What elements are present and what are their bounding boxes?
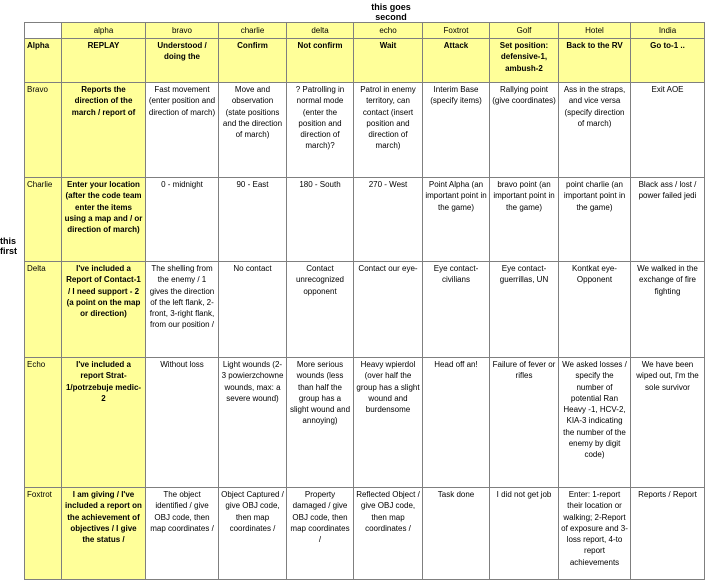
- cell-foxtrot-delta: Property damaged / give OBJ code, then map coordinates /: [287, 488, 354, 580]
- cell-bravo-india: Exit AOE: [631, 83, 705, 178]
- cell-alpha-hotel: Back to the RV: [559, 39, 631, 83]
- cell-echo-charlie: Light wounds (2-3 powierzchowne wounds, max: a severe wound): [219, 358, 287, 488]
- annotation-this-goes-second: this goes second: [371, 2, 411, 22]
- cell-delta-golf: Eye contact-guerrillas, UN: [490, 262, 559, 358]
- cell-echo-alpha: I've included a report Strat-1/potrzebuje medic-2: [62, 358, 146, 488]
- corner-cell: [25, 23, 62, 39]
- table-row-echo: [25, 358, 705, 488]
- column-header-golf: Golf: [490, 23, 559, 39]
- cell-charlie-delta: 180 - South: [287, 178, 354, 262]
- cell-echo-bravo: Without loss: [146, 358, 219, 488]
- cell-charlie-echo: 270 - West: [354, 178, 423, 262]
- cell-charlie-bravo: 0 - midnight: [146, 178, 219, 262]
- cell-echo-foxtrot: Head off an!: [423, 358, 490, 488]
- cell-bravo-hotel: Ass in the straps, and vice versa (specify direction of march): [559, 83, 631, 178]
- cell-alpha-foxtrot: Attack: [423, 39, 490, 83]
- column-header-alpha: alpha: [62, 23, 146, 39]
- cell-charlie-alpha: Enter your location (after the code team enter the items using a map and / or direction of march): [62, 178, 146, 262]
- cell-delta-foxtrot: Eye contact-civilians: [423, 262, 490, 358]
- cell-bravo-golf: Rallying point (give coordinates): [490, 83, 559, 178]
- column-header-bravo: bravo: [146, 23, 219, 39]
- row-header-bravo: Bravo: [25, 83, 62, 178]
- row-header-delta: Delta: [25, 262, 62, 358]
- cell-delta-hotel: Kontkat eye-Opponent: [559, 262, 631, 358]
- code-table: [24, 22, 705, 580]
- column-header-charlie: charlie: [219, 23, 287, 39]
- cell-foxtrot-foxtrot: Task done: [423, 488, 490, 580]
- cell-delta-echo: Contact our eye-: [354, 262, 423, 358]
- cell-alpha-delta: Not confirm: [287, 39, 354, 83]
- cell-delta-alpha: I've included a Report of Contact-1 / I need support - 2 (a point on the map or direction): [62, 262, 146, 358]
- table-row-charlie: [25, 178, 705, 262]
- cell-bravo-alpha: Reports the direction of the march / report of: [62, 83, 146, 178]
- cell-foxtrot-hotel: Enter: 1-report their location or walking; 2-Report of exposure and 3-loss report, 4-to report achievements: [559, 488, 631, 580]
- annotation-this-first: this first: [0, 236, 18, 256]
- cell-charlie-golf: bravo point (an important point in the game): [490, 178, 559, 262]
- cell-bravo-echo: Patrol in enemy territory, can contact (insert position and direction of march): [354, 83, 423, 178]
- cell-charlie-hotel: point charlie (an important point in the game): [559, 178, 631, 262]
- row-header-foxtrot: Foxtrot: [25, 488, 62, 580]
- cell-charlie-india: Black ass / lost / power failed jedi: [631, 178, 705, 262]
- cell-foxtrot-charlie: Object Captured / give OBJ code, then map coordinates /: [219, 488, 287, 580]
- cell-bravo-bravo: Fast movement (enter position and direction of march): [146, 83, 219, 178]
- cell-foxtrot-bravo: The object identified / give OBJ code, then map coordinates /: [146, 488, 219, 580]
- column-header-india: India: [631, 23, 705, 39]
- table-row-foxtrot: [25, 488, 705, 580]
- column-header-delta: delta: [287, 23, 354, 39]
- cell-alpha-india: Go to-1 ..: [631, 39, 705, 83]
- cell-bravo-delta: ? Patrolling in normal mode (enter the position and direction of march)?: [287, 83, 354, 178]
- cell-bravo-charlie: Move and observation (state positions and the direction of march): [219, 83, 287, 178]
- column-header-echo: echo: [354, 23, 423, 39]
- cell-echo-echo: Heavy wpierdol (over half the group has a slight wound and burdensome: [354, 358, 423, 488]
- cell-delta-bravo: The shelling from the enemy / 1 gives the direction of the left flank, 2-front, 3-right flank, from our position /: [146, 262, 219, 358]
- column-header-hotel: Hotel: [559, 23, 631, 39]
- cell-alpha-golf: Set position: defensive-1, ambush-2: [490, 39, 559, 83]
- cell-bravo-foxtrot: Interim Base (specify items): [423, 83, 490, 178]
- column-header-foxtrot: Foxtrot: [423, 23, 490, 39]
- cell-echo-india: We have been wiped out, I'm the sole survivor: [631, 358, 705, 488]
- table-row-delta: [25, 262, 705, 358]
- cell-alpha-echo: Wait: [354, 39, 423, 83]
- row-header-charlie: Charlie: [25, 178, 62, 262]
- cell-echo-golf: Failure of fever or rifles: [490, 358, 559, 488]
- cell-foxtrot-alpha: I am giving / I've included a report on the achievement of objectives / I give the status /: [62, 488, 146, 580]
- cell-charlie-charlie: 90 - East: [219, 178, 287, 262]
- table-row-bravo: [25, 83, 705, 178]
- row-header-alpha: Alpha: [25, 39, 62, 83]
- cell-delta-delta: Contact unrecognized opponent: [287, 262, 354, 358]
- cell-alpha-bravo: Understood / doing the: [146, 39, 219, 83]
- cell-alpha-alpha: REPLAY: [62, 39, 146, 83]
- cell-alpha-charlie: Confirm: [219, 39, 287, 83]
- cell-echo-delta: More serious wounds (less than half the group has a slight wound and annoying): [287, 358, 354, 488]
- table-row-alpha: [25, 39, 705, 83]
- cell-echo-hotel: We asked losses / specify the number of potential Ran Heavy -1, HCV-2, KIA-3 indicating the number of the enemy by digit code): [559, 358, 631, 488]
- cell-foxtrot-golf: I did not get job: [490, 488, 559, 580]
- column-header-row: [25, 23, 705, 39]
- cell-foxtrot-india: Reports / Report: [631, 488, 705, 580]
- cell-delta-india: We walked in the exchange of fire fighting: [631, 262, 705, 358]
- row-header-echo: Echo: [25, 358, 62, 488]
- cell-foxtrot-echo: Reflected Object / give OBJ code, then map coordinates /: [354, 488, 423, 580]
- cell-charlie-foxtrot: Point Alpha (an important point in the game): [423, 178, 490, 262]
- cell-delta-charlie: No contact: [219, 262, 287, 358]
